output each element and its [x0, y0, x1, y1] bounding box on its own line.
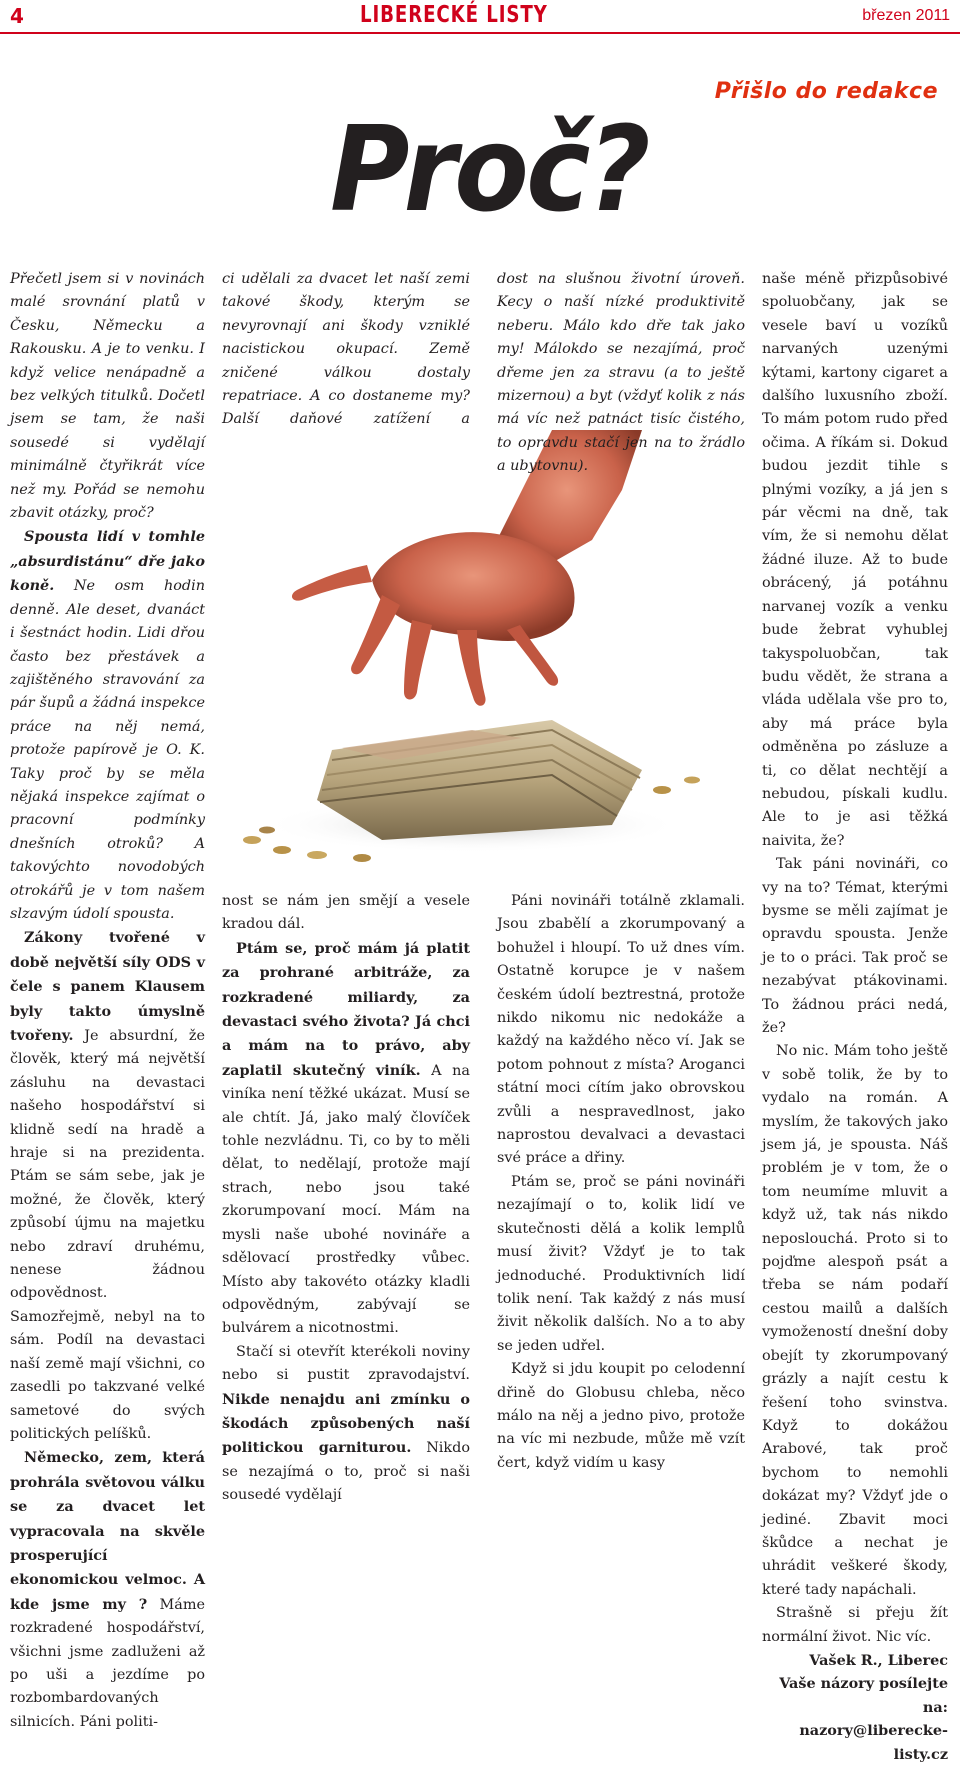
paragraph: Páni novináři totálně zklamali. Jsou zbabělí a zkorumpovaný a bohužel i hloupí. To už dnes vím. Ostatně korupce je v našem českém údolí beztrestná, protože nikdo nikomu nic nedokáže a každý na každého něco ví. Jak se potom pohnout z místa? Aroganci státní moci cítím jako obrovskou zvůli a nespravedlnost, jako naprostou devalvaci a devastaci své práce a dřiny. [497, 893, 745, 1167]
header-rule [0, 32, 960, 34]
author-signature: Vašek R., Liberec [809, 1651, 948, 1669]
hand-and-money-photo [222, 430, 745, 880]
paragraph: No nic. Mám toho ještě v sobě tolik, že by to vydalo na román. A myslím, že takových jako jsem já, je spousta. Náš problém je v tom, že o tom neumíme mluvit a když už, tak nás nikdo neposlouchá. Proto si to pojďme alespoň psát a třeba se nám podaří cestou mailů a dalších vymožeností dnešní doby obejít ty zkorumpovaný grázly a najít cestu k řešení toho svinstva. Když to dokážou Arabové, tak proč bychom to nemohli dokázat my? Vždyť jde o jediné. Zbavit moci škůdce a nechat je uhrádit veškeré škody, které tady napáchali. [762, 1043, 948, 1598]
section-label: Přišlo do redakce [714, 79, 938, 104]
paragraph: nost se nám jen smějí a vesele kradou dál. [222, 893, 470, 933]
paragraph: Přečetl jsem si v novinách malé srovnání platů v Česku, Německu a Rakousku. A je to venku. I když velice nenápadně a bez velkých titulků. Dočetl jsem se tam, že naši sousedé si vydělají minimálně čtyřikrát více než my. Pořád se nemohu zbavit otázky, proč? [10, 271, 205, 522]
contact-email[interactable]: nazory@liberecke-listy.cz [799, 1722, 948, 1763]
paragraph: Ptám se, proč mám já platit za prohrané arbitráže, za rozkradené miliardy, za devastaci svého života? Já chci a mám na to právo, aby zaplatil skutečný viník. A na viníka není těžké ukázat. Musí se ale chtít. Já, jako malý človíček tohle nezvládnu. Ti, co by to měli dělat, to nedělají, protože mají strach, nebo jsou také zkorumpovaní mocí. Mám na mysli naše ubohé novináře a sdělovací prostředky vůbec. Místo aby takovéto otázky kladli odpovědným, zabývají se bulvárem a nicotnostmi. [222, 939, 470, 1337]
column-2-bottom [222, 890, 470, 1508]
headline: Proč? [330, 100, 648, 238]
newspaper-title: LIBERECKÉ LISTY [360, 2, 548, 28]
paragraph: naše méně přizpůsobivé spoluobčany, jak se vesele baví u vozíků narvaných uzenými kýtami, kartony cigaret a dalšího luxusního zboží. To mám potom rudo před očima. A říkám si. Dokud budou jezdit tihle s plnými vozíky, a já jen s pár věcmi na dně, tak vím, že si nemohu dělat žádné iluze. Až to bude obrácený, já potáhnu narvanej vozík a venku bude žebrat vyhublej takyspoluobčan, tak budu vědět, že strana a vláda udělala vše pro to, aby má práce byla odměněna po zásluze a ti, co dělat nechtějí a nebudou, pískali kudlu. Ale to je asi těžká naivita, že? [762, 271, 948, 849]
paragraph: Německo, zem, která prohrála světovou válku se za dvacet let vypracovala na skvěle prosperující ekonomickou velmoc. A kde jsme my ? Máme rozkradené hospodářství, všichni jsme zadluženi až po uši a jezdíme po rozbombardovaných silnicích. Páni politi- [10, 1449, 205, 1730]
page-number: 4 [10, 4, 24, 28]
issue-date: březen 2011 [862, 7, 950, 24]
page-header [0, 0, 960, 34]
column-4 [762, 268, 948, 1766]
column-1 [10, 268, 205, 1734]
column-3-bottom [497, 890, 745, 1475]
paragraph: Tak páni novináři, co vy na to? Témat, kterými bysme se měli zajímat je opravdu spousta. Jenže je to o práci. Tak proč se nezabývat ptákovinami. To žádnou práci nedá, že? [762, 856, 948, 1036]
paragraph: Spousta lidí v tomhle „absurdistánu“ dře jako koně. Ne osm hodin denně. Ale deset, dvanáct i šestnáct hodin. Lidi dřou často bez přestávek a zajištěného stravování za pár šupů a žádná inspekce práce na něj nemá, protože papírově je O. K. Taky proč by se měla nějaká inspekce zajímat o pracovní podmínky dnešních otroků? A takovýchto novodobých otrokářů je v tom našem slzavým údolí spousta. [10, 528, 205, 922]
paragraph: Ptám se, proč se páni novináři nezajímají o to, kolik lidí ve skutečnosti dělá a kolik lemplů musí živit? Vždyť je to tak jednoduché. Produktivních lidí tolik není. Tak každý z nás musí živit několik dalších. No a to aby se jeden udřel. [497, 1173, 745, 1354]
paragraph: Když si jdu koupit po celodenní dřině do Globusu chleba, něco málo na něj a jedno pivo, protože na víc mi nezbude, může mě vzít čert, když vidím u kasy [497, 1361, 745, 1471]
contact-label: Vaše názory posílejte na: [779, 1675, 948, 1716]
column-3-top [497, 268, 745, 479]
paragraph: Strašně si přeju žít normální život. Nic víc. [762, 1605, 948, 1645]
paragraph: ci udělali za dvacet let naší zemi takové škody, kterým se nevyrovnají ani škody vzniklé nacistickou okupací. Země zničené válkou dostaly repatriace. A co dostaneme my? Další daňové zatížení a [222, 271, 470, 428]
paragraph: dost na slušnou životní úroveň. Kecy o naší nízké produktivitě neberu. Málo kdo dře tak jako my! Málokdo se nezajímá, proč dřeme jen za stravu (a to ještě mizernou) a byt (vždyť kolik z nás má víc než patnáct tisíc čistého, to opravdu stačí jen na to žrádlo a ubytovnu). [497, 271, 745, 475]
paragraph: Zákony tvořené v době největší síly ODS v čele s panem Klausem byly takto úmyslně tvořeny. Je absurdní, že člověk, který má největší zásluhu na devastaci našeho hospodářství si klidně sedí na hradě a hraje si na prezidenta. Ptám se sám sebe, jak je možné, že člověk, který způsobí újmu na majetku nebo zdraví druhému, nenese žádnou odpovědnost. Samozřejmě, nebyl na to sám. Podíl na devastaci naší země mají všichni, co zasedli po takzvané velké sametové do svých politických pelíšků. [10, 929, 205, 1442]
paragraph: Stačí si otevřít kterékoli noviny nebo si pustit zpravodajství. Nikde nenajdu ani zmínku o škodách způsobených naší politickou garniturou. Nikdo se nezajímá o to, proč si naši sousedé vydělají [222, 1343, 470, 1504]
